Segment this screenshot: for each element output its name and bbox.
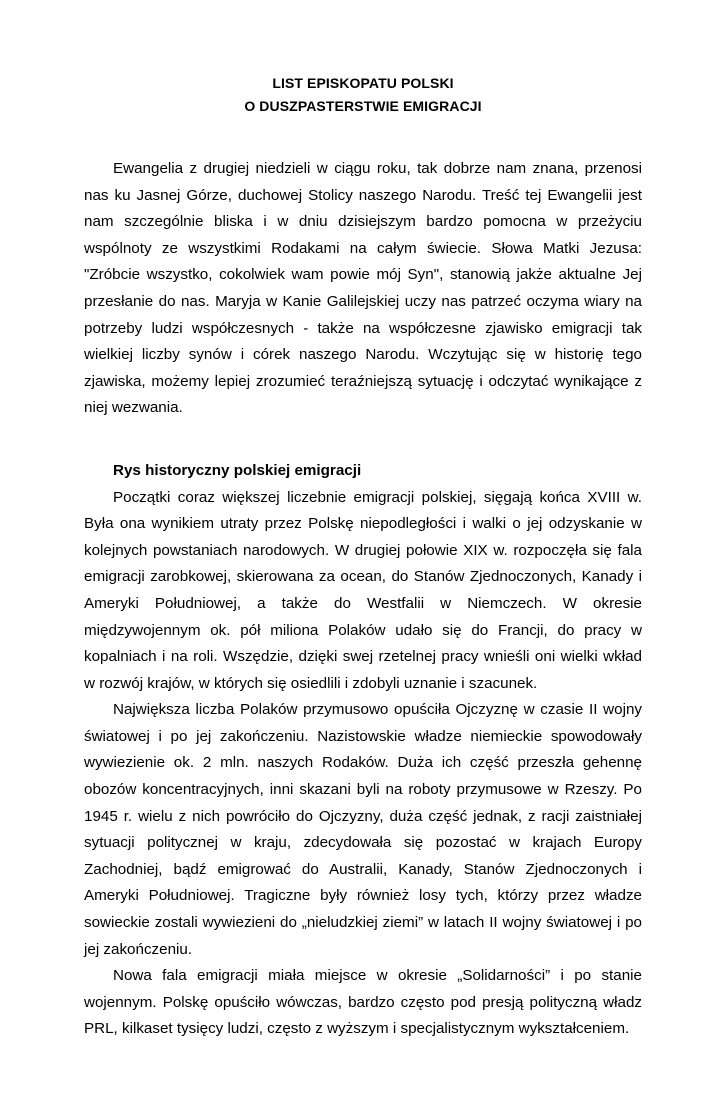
document-body <box>84 156 642 1043</box>
section-paragraph-1: Początki coraz większej liczebnie emigracji polskiej, sięgają końca XVIII w. Była ona wynikiem utraty przez Polskę niepodległości i walki o jej odzyskanie w kolejnych powstaniach narodowych. W drugiej połowie XIX w. rozpoczęła się fala emigracji zarobkowej, skierowana za ocean, do Stanów Zjednoczonych, Kanady i Ameryki Południowej, a także do Westfalii w Niemczech. W okresie międzywojennym ok. pół miliona Polaków udało się do Francji, do pracy w kopalniach i na roli. Wszędzie, dzięki swej rzetelnej pracy wnieśli oni wielki wkład w rozwój krajów, w których się osiedlili i zdobyli uznanie i szacunek. <box>84 488 642 692</box>
title-line-1: LIST EPISKOPATU POLSKI <box>272 75 454 91</box>
section-heading: Rys historyczny polskiej emigracji <box>113 461 362 479</box>
intro-paragraph: Ewangelia z drugiej niedzieli w ciągu roku, tak dobrze nam znana, przenosi nas ku Jasnej Górze, duchowej Stolicy naszego Narodu. Treść tej Ewangelii jest nam szczególnie bliska i w dniu dzisiejszym bardzo pomocna w przeżyciu wspólnoty ze wszystkimi Rodakami na całym świecie. Słowa Matki Jezusa: "Zróbcie wszystko, cokolwiek wam powie mój Syn", stanowią jakże aktualne Jej przesłanie do nas. Maryja w Kanie Galilejskiej uczy nas patrzeć oczyma wiary na potrzeby ludzi współczesnych - także na współczesne zjawisko emigracji tak wielkiej liczby synów i córek naszego Narodu. Wczytując się w historię tego zjawiska, możemy lepiej zrozumieć teraźniejszą sytuację i odczytać wynikające z niej wezwania. <box>84 160 642 417</box>
section-paragraph-3: Nowa fala emigracji miała miejsce w okresie „Solidarności” i po stanie wojennym. Polskę opuściło wówczas, bardzo często pod presją polityczną władz PRL, kilkaset tysięcy ludzi, często z wyższym i specjalistycznym wykształceniem. <box>84 967 642 1038</box>
title-line-2: O DUSZPASTERSTWIE EMIGRACJI <box>244 98 482 114</box>
document-page <box>0 72 724 1096</box>
section-paragraph-2: Największa liczba Polaków przymusowo opuściła Ojczyznę w czasie II wojny światowej i po jej zakończeniu. Nazistowskie władze niemieckie spowodowały wywiezienie ok. 2 mln. naszych Rodaków. Duża ich część przeszła gehennę obozów koncentracyjnych, inni skazani byli na roboty przymusowe w Rzeszy. Po 1945 r. wielu z nich powróciło do Ojczyzny, duża część jednak, z racji zaistniałej sytuacji politycznej w kraju, zdecydowała się pozostać w krajach Europy Zachodniej, bądź emigrować do Australii, Kanady, Stanów Zjednoczonych i Ameryki Południowej. Tragiczne były również losy tych, którzy przez władze sowieckie zostali wywiezieni do „nieludzkiej ziemi” w latach II wojny światowej i po jej zakończeniu. <box>84 701 642 958</box>
document-title <box>84 72 642 118</box>
